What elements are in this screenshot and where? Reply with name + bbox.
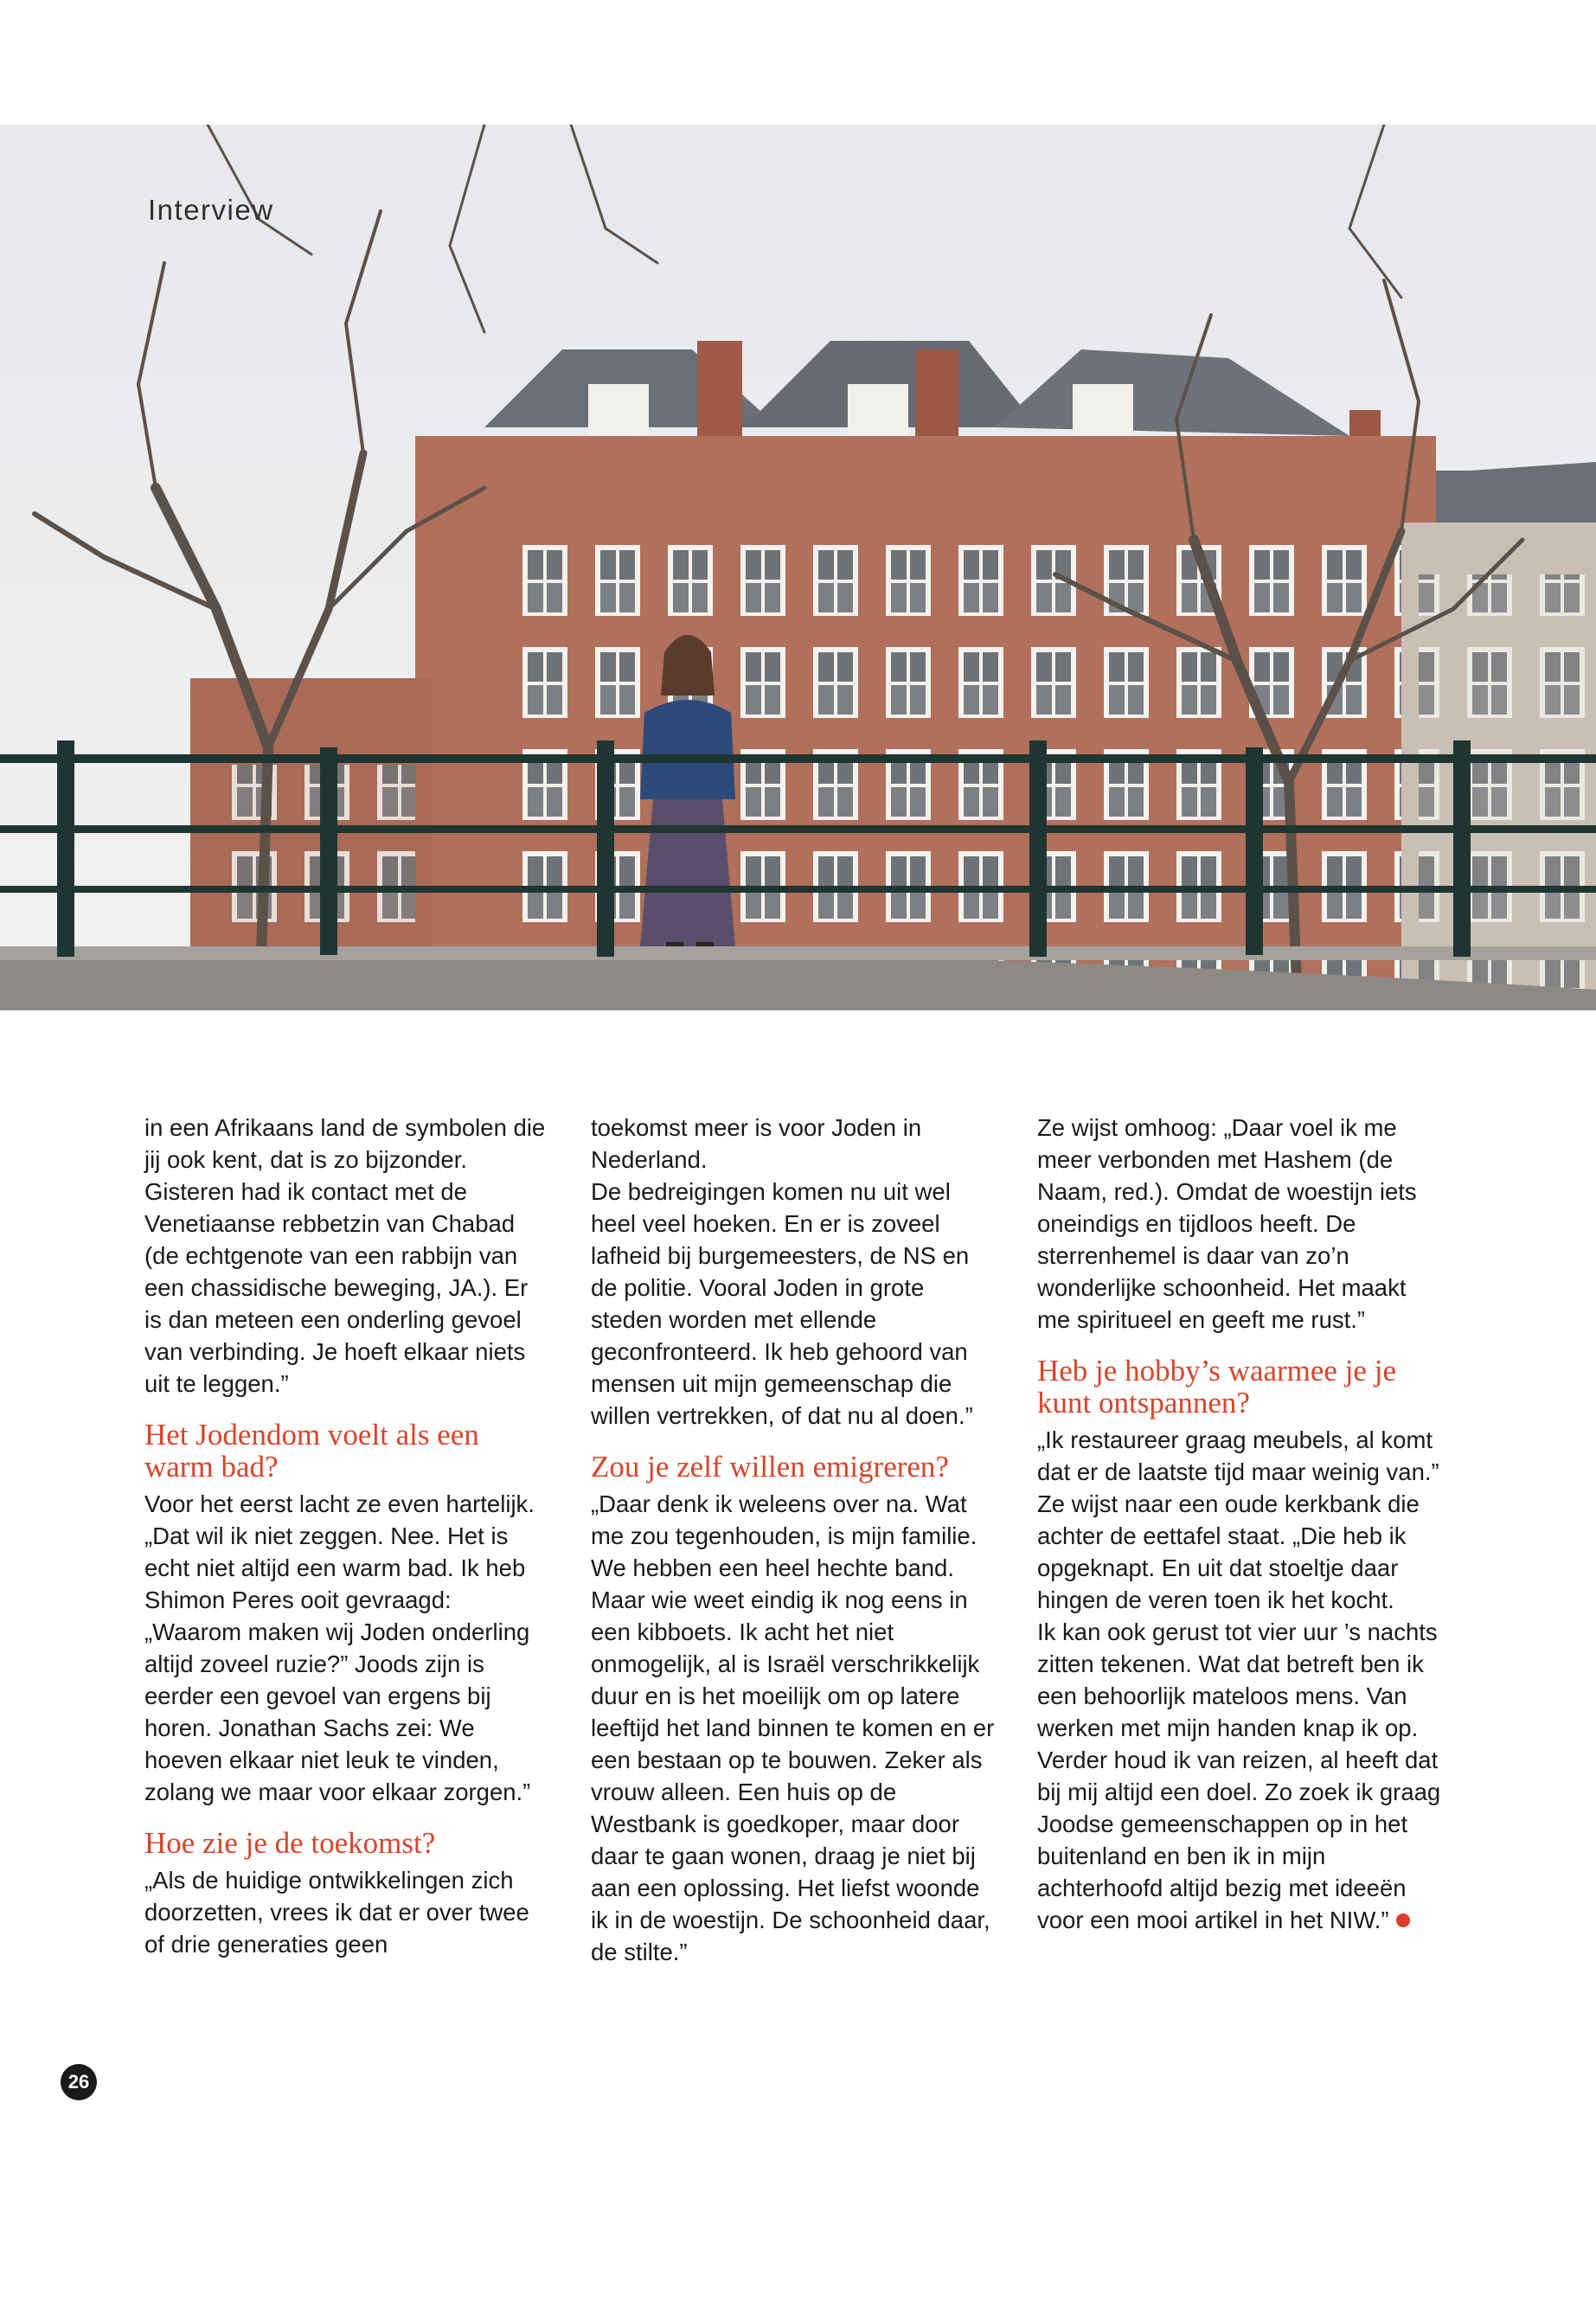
paragraph: Ik kan ook gerust tot vier uur ’s nachts zitten tekenen. Wat dat betreft ben ik een behoorlijk mateloos mens. Van werken met mijn handen knap ik op.	[1037, 1618, 1438, 1741]
article-column-3	[1037, 1112, 1444, 1936]
paragraph: Voor het eerst lacht ze even hartelijk.	[144, 1490, 535, 1517]
paragraph: in een Afrikaans land de symbolen die jij ook kent, dat is zo bijzonder. Gisteren had ik contact met de Venetiaanse rebbetzin van Chabad (de echtgenote van een rabbijn van een chassidische beweging, JA.). Er is dan meteen een onderling gevoel van verbinding. Je hoeft elkaar niets uit te leggen.”	[144, 1114, 546, 1397]
hero-photo	[0, 125, 1596, 1010]
question-heading: Zou je zelf willen emigreren?	[591, 1450, 949, 1484]
paragraph: De bedreigingen komen nu uit wel heel veel hoeken. En er is zoveel lafheid bij burgemeesters, de NS en de politie. Vooral Joden in grote steden worden met ellende geconfronteerd. Ik heb gehoord van mensen uit mijn gemeenschap die willen vertrekken, of dat nu al doen.”	[591, 1178, 973, 1429]
paragraph	[1037, 1744, 1444, 1936]
question-heading: Hoe zie je de toekomst?	[144, 1826, 436, 1860]
paragraph: toekomst meer is voor Joden in Nederland.	[591, 1114, 922, 1173]
paragraph: „Ik restaureer graag meubels, al komt dat er de laatste tijd maar weinig van.” Ze wijst naar een oude kerkbank die achter de eettafel staat. „Die heb ik opgeknapt. En uit dat stoeltje daar hingen de veren toen ik het kocht.	[1037, 1426, 1439, 1613]
photo-illustration	[0, 125, 1596, 1010]
paragraph: „Dat wil ik niet zeggen. Nee. Het is echt niet altijd een warm bad. Ik heb Shimon Peres ooit gevraagd: „Waarom maken wij Joden onderling altijd zoveel ruzie?” Joods zijn is eerder een gevoel van ergens bij horen. Jonathan Sachs zei: We hoeven elkaar niet leuk te vinden, zolang we maar voor elkaar zorgen.”	[144, 1522, 531, 1805]
paragraph-text: Verder houd ik van reizen, al heeft dat bij mij altijd een doel. Zo zoek ik graag Joodse gemeenschappen op in het buitenland en ben ik in mijn achterhoofd altijd bezig met ideeën voor een mooi artikel in het NIW.”	[1037, 1747, 1441, 1933]
chimney	[915, 349, 958, 436]
chimney	[697, 341, 742, 436]
section-label: Interview	[148, 194, 274, 226]
end-mark-dot	[1396, 1913, 1410, 1927]
paragraph: Ze wijst omhoog: „Daar voel ik me meer verbonden met Hashem (de Naam, red.). Omdat de woestijn iets oneindigs en tijdloos heeft. De sterrenhemel is daar van zo’n wonderlijke schoonheid. Het maakt me spiritueel en geeft me rust.”	[1037, 1114, 1417, 1333]
paragraph: „Daar denk ik weleens over na. Wat me zou tegenhouden, is mijn familie. We hebben een heel hechte band. Maar wie weet eindig ik nog eens in een kibboets. Ik acht het niet onmogelijk, al is Israël verschrikkelijk duur en is het moeilijk om op latere leeftijd het land binnen te komen en er een bestaan op te bouwen. Zeker als vrouw alleen. Een huis op de Westbank is goedkoper, maar door daar te gaan wonen, draag je niet bij aan een oplossing. Het liefst woonde ik in de woestijn. De schoonheid daar, de stilte.”	[591, 1490, 995, 1965]
paragraph: „Als de huidige ontwikkelingen zich doorzetten, vrees ik dat er over twee of drie generaties geen	[144, 1867, 529, 1958]
article-column-2	[591, 1112, 997, 1968]
article-column-1	[144, 1112, 551, 1960]
page-number: 26	[61, 2064, 97, 2100]
question-heading: Heb je hobby’s waarmee je je kunt ontspannen?	[1037, 1354, 1396, 1420]
question-heading: Het Jodendom voelt als een warm bad?	[144, 1418, 479, 1484]
